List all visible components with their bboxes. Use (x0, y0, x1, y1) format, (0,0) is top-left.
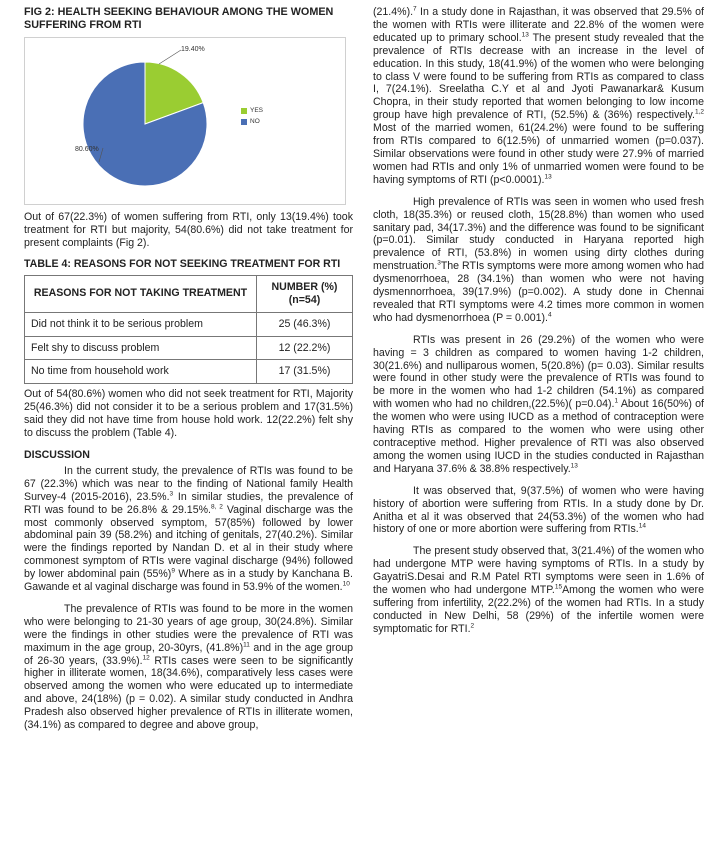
table-cell-number: 12 (22.2%) (257, 336, 353, 360)
citation: 13 (570, 462, 578, 470)
table-row (25, 360, 353, 384)
discussion-paragraph-1: In the current study, the prevalence of RTIs was found to be 67 (22.3%) which was near to the finding of National family Health Survey-4 (2015-2016), 23.5%.$^3$ In similar studies, the prevalence of RTI was found to be 26.8% & 29.15%.$^{8, 2}$ Vaginal discharge was the most commonly observed symptom, 57(85%) followed by lower abdominal pain 39 (58.2%) and itching of genitals, 27(40.2%). Similar were the findings reported by Nandan D. et al in their study where commonest symptom of RTIs were vaginal discharge (94%) followed by lower abdominal pain $(55\%)^9$ Where as in a study by Kanchana B. Gawande et al vaginal discharge was found in 53.9% of the women.$^{10}$ (24, 464, 354, 594)
citation: 11 (243, 641, 250, 649)
table-row (25, 312, 353, 336)
chart-legend (241, 105, 263, 127)
table-header-reason: REASONS FOR NOT TAKING TREATMENT (25, 275, 257, 312)
legend-swatch-no (241, 119, 247, 125)
citation: 3 (437, 259, 441, 267)
pie-chart-svg (25, 38, 347, 206)
citation: 3 (169, 490, 174, 498)
citation: 13 (521, 31, 529, 39)
legend-item-yes (241, 105, 263, 116)
citation: 12 (142, 654, 150, 662)
pie-data-label-no: 80.60% (75, 146, 99, 153)
table-cell-reason: Did not think it to be serious problem (25, 312, 257, 336)
left-column (24, 6, 353, 732)
citation: 7 (413, 5, 417, 13)
table-cell-reason: No time from household work (25, 360, 257, 384)
citation: 2 (470, 622, 475, 630)
reasons-table (24, 275, 353, 385)
figure-heading: FIG 2: HEALTH SEEKING BEHAVIOUR AMONG THE WOMEN SUFFERING FROM RTI (24, 6, 334, 31)
table-paragraph: Out of 54(80.6%) women who did not seek treatment for RTI, Majority 25(46.3%) did not consider it to be a serious problem and 17(31.5%) said they did not have time from house hold work. 12(22.2%) felt shy to discuss the problem (Table 4). (24, 388, 353, 440)
right-paragraph-4: It was observed that, 9(37.5%) of women who were having history of abortion were suffering from RTIs. In a study done by Dr. Anitha et al it was observed that 24(53.3%) of the women who had history of one or more abortion were suffering from RTIs.$^{14}$ (373, 484, 704, 536)
citation: 4 (548, 311, 552, 319)
table-title: TABLE 4: REASONS FOR NOT SEEKING TREATMENT FOR RTI (24, 257, 341, 270)
citation: 14 (638, 522, 646, 530)
legend-label-no: NO (250, 118, 260, 125)
citation: 9 (171, 567, 175, 575)
legend-item-no (241, 116, 263, 127)
pie-chart (24, 37, 346, 205)
pie-leader-line (159, 50, 181, 64)
discussion-heading: DISCUSSION (24, 448, 90, 461)
table-cell-number: 17 (31.5%) (257, 360, 353, 384)
citation: 1,2 (694, 108, 704, 116)
legend-label-yes: YES (250, 107, 264, 114)
citation: 13 (544, 173, 552, 181)
pie-data-label-yes: 19.40% (181, 46, 205, 53)
right-paragraph-5: The present study observed that, 3(21.4%) of the women who had undergone MTP were having symptoms of RTIs. In a study by GayatriS.Desai and R.M Patel RTI symptoms were seen in 1.6% of the women who had undergone MTP.$^{15}$Among the women who were suffering from infertility, 2(22.2%) of the women had RTIs. In a study conducted in New Delhi, 58 (29%) of the infertile women were symptomatic for RTI.$^2$ (373, 545, 704, 635)
citation: 10 (342, 580, 350, 588)
legend-swatch-yes (241, 108, 247, 114)
table-cell-reason: Felt shy to discuss problem (25, 336, 257, 360)
right-paragraph-1: (21.4%).$^7$ In a study done in Rajasthan, it was observed that 29.5% of the women with RTIs were illiterate and 22.8% of the women were educated up to primary school.$^{13}$ The present study revealed that the prevalence of RTIs decrease with an increase in the level of education. In this study, 18(41.9%) of the women who were belonging to class V were found to be suffering from RTIs as compared to class I, 7(24.1%). Sreelatha C.Y et al and Jyoti Pawanarkar& Kusum Chopra, in their study reported that women belonging to low income group have high prevalence of RTI, (52.5%) & (36%) respectively.$^{1,2}$ Most of the married women, 61(24.2%) were found to be suffering from RTIs compared to 6(12.5%) of unmarried women (p=0.037). Similar observations were found in other study were 27.9% of married women had RTIs and only 1% of unmarried women were found to be having symptoms of RTI (p<0.0001).$^{13}$ (373, 5, 704, 186)
discussion-paragraph-2: The prevalence of RTIs was found to be more in the women who were belonging to 21-30 years of age group, 30(24.8%). Similar were the findings in other studies were the prevalence of RTI was maximum in the age group, 20-30yrs, $(41.8\%)^{11}$ and in the age group of 26-30 years, (33.9%).$^{12}$ RTIs cases were seen to be significantly higher in illiterate women, 18(34.6%), comparatively less cases were observed among the women who were educated up to intermediate and above, 24(18%) (p = 0.02). A similar study conducted in Andhra Pradesh also observed higher prevalence of RTIs in illiterate women, (34.1%) as compared to degree and above group, (24, 602, 353, 732)
right-paragraph-2: High prevalence of RTIs was seen in women who used fresh cloth, 18(35.3%) or reused cloth, 15(28.8%) than women who used sanitary pad, 34(17.3%) and the difference was found to be significant (p=0.01). Similar study conducted in Haryana reported high prevalence of RTI, (53.8%) in women using dirty clothes during menstruation.$^3$The RTIs symptoms were more among women who had dysmenorrhoea, 28 (34.1%) than women who were not having dysmennorrhoea, 39(17.9%) (p=0.002). A study done in Chennai revealed that RTI symptoms were 4.2 times more common in women who had dysmenorrhoea (P = 0.001).$^4$ (373, 195, 704, 324)
table-header-number: NUMBER (%) (n=54) (257, 275, 353, 312)
table-cell-number: 25 (46.3%) (257, 312, 353, 336)
table-header-row (25, 275, 353, 312)
right-paragraph-3: RTIs was present in 26 (29.2%) of the women who were having = 3 children as compared to women having 1-2 children, 30(21.6%) and nulliparous women, 5(20.8%) (p= 0.03). Similar results were found in other study were the prevalence of RTIs was found to be more in the women who had 1-2 children (54.1%) as compared with women who had no children,(22.5%)( p=0.04).$^1$ About 16(50%) of the women who were using IUCD as a method of contraception were having RTIs as compared to the women who were using other contraceptive method. Higher prevalence of RTI was also observed among the women using IUCD in the studies conducted in Rajasthan and Haryana 37.6% & 38.8% respectively.$^{13}$ (373, 333, 704, 475)
table-row (25, 336, 353, 360)
right-column (373, 6, 704, 636)
citation: 15 (554, 583, 563, 591)
citation: 1 (614, 397, 619, 405)
citation: 8, 2 (210, 503, 223, 511)
figure-paragraph: Out of 67(22.3%) of women suffering from RTI, only 13(19.4%) took treatment for RTI but majority, 54(80.6%) did not take treatment for present complaints (Fig 2). (24, 211, 353, 249)
